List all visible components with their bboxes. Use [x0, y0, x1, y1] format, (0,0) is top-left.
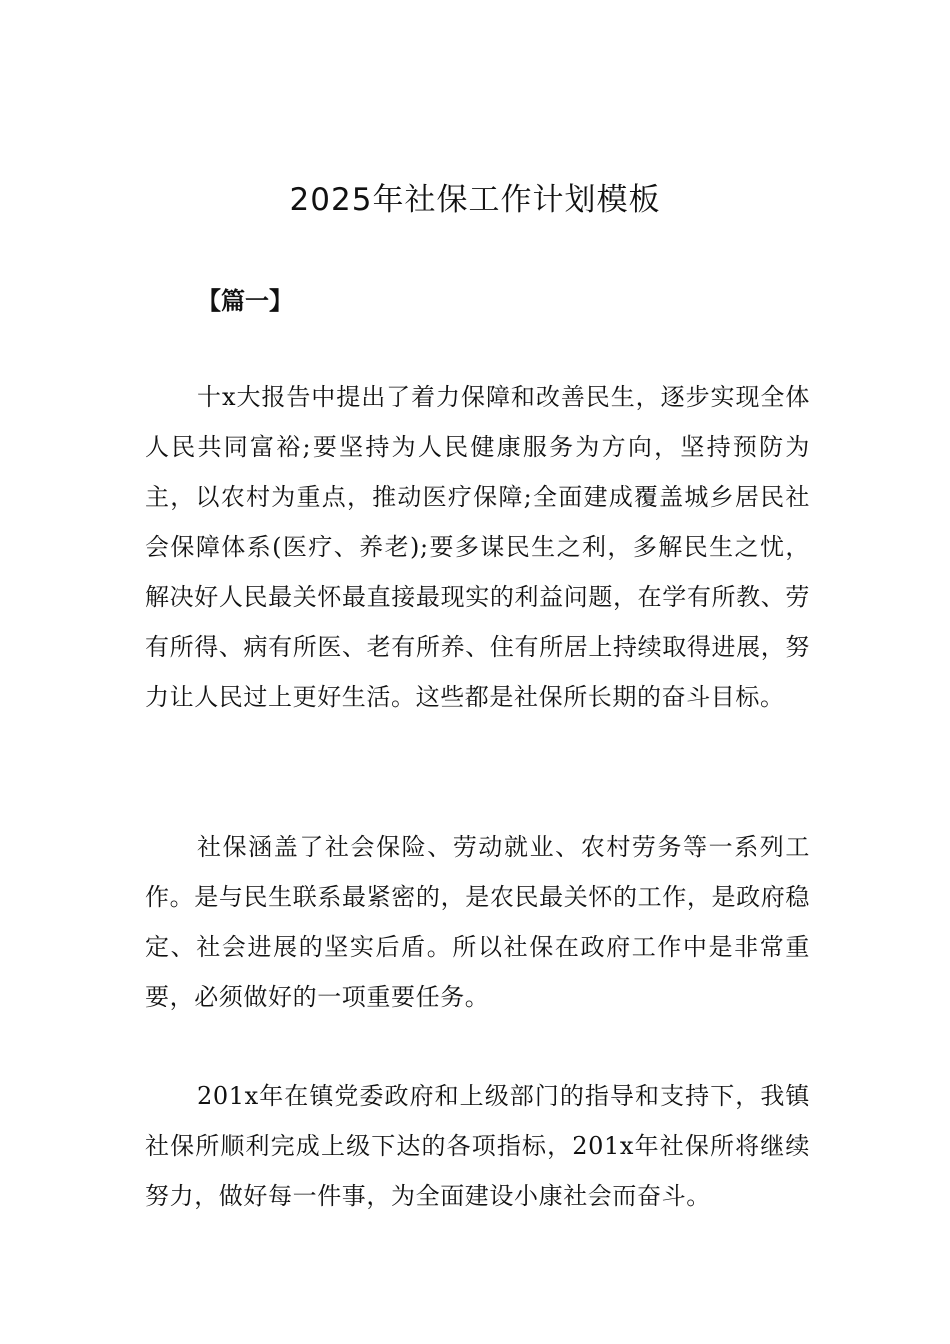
body-paragraph: 十x大报告中提出了着力保障和改善民生，逐步实现全体人民共同富裕;要坚持为人民健康服务为方向，坚持预防为主，以农村为重点，推动医疗保障;全面建成覆盖城乡居民社会保障体系(医疗、养老);要多谋民生之利，多解民生之忧，解决好人民最关怀最直接最现实的利益问题，在学有所教、劳有所得、病有所医、老有所养、住有所居上持续取得进展，努力让人民过上更好生活。这些都是社保所长期的奋斗目标。	[145, 383, 810, 711]
document-title: 2025年社保工作计划模板	[289, 182, 661, 218]
section-heading: 【篇一】	[197, 287, 293, 315]
body-paragraph: 201x年在镇党委政府和上级部门的指导和支持下，我镇社保所顺利完成上级下达的各项指标，201x年社保所将继续努力，做好每一件事，为全面建设小康社会而奋斗。	[145, 1082, 810, 1210]
body-paragraph: 社保涵盖了社会保险、劳动就业、农村劳务等一系列工作。是与民生联系最紧密的，是农民最关怀的工作，是政府稳定、社会进展的坚实后盾。所以社保在政府工作中是非常重要，必须做好的一项重要任务。	[145, 833, 810, 1011]
